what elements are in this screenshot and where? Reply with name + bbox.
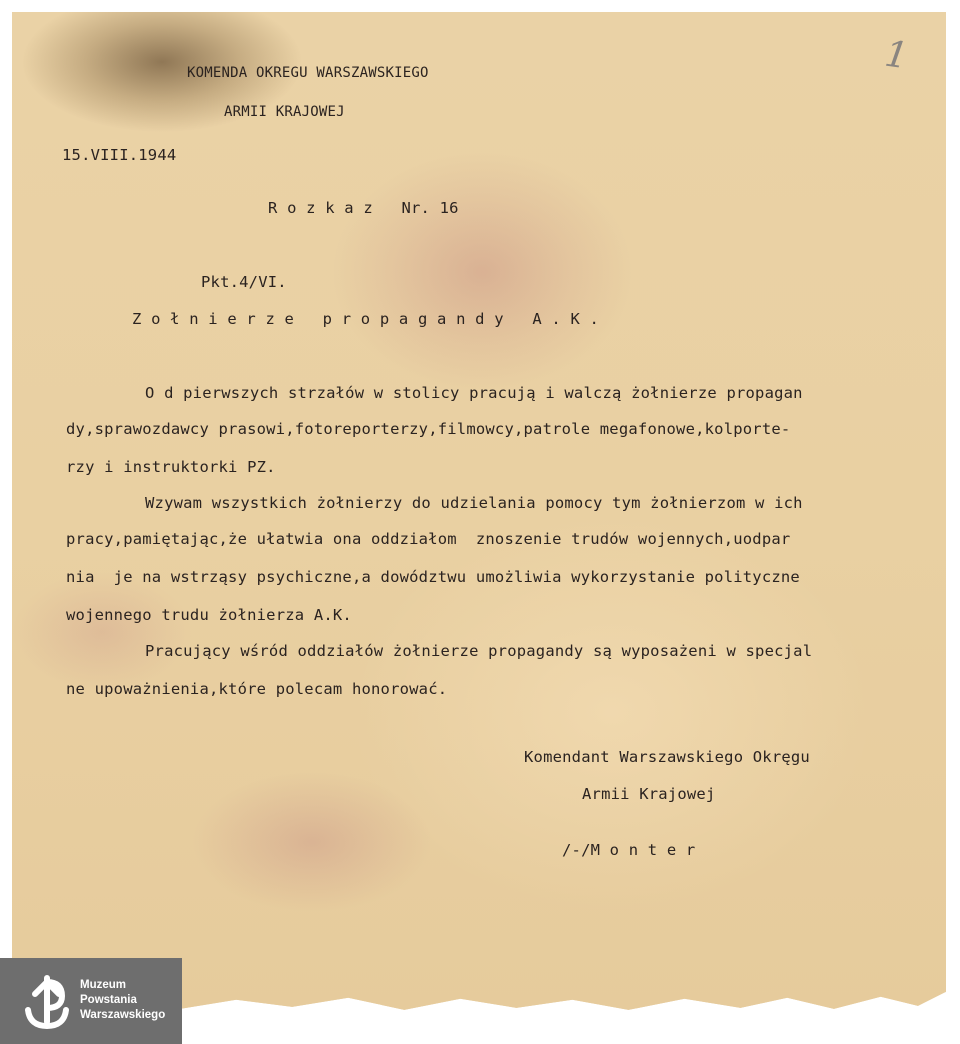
document-date: 15.VIII.1944 xyxy=(62,146,177,164)
order-subject: Z o ł n i e r z e p r o p a g a n d y A . K . xyxy=(132,310,600,328)
handwritten-page-number: 1 xyxy=(882,33,911,78)
body-line: rzy i instruktorki PZ. xyxy=(66,458,276,476)
anchor-logo-icon xyxy=(20,970,74,1032)
body-line: pracy,pamiętając,że ułatwia ona oddziałom znoszenie trudów wojennych,uodpar xyxy=(66,530,791,548)
signature-name: /-/M o n t e r xyxy=(562,841,696,859)
body-line: dy,sprawozdawcy prasowi,fotoreporterzy,filmowcy,patrole megafonowe,kolporte- xyxy=(66,420,791,438)
signature-title: Komendant Warszawskiego Okręgu xyxy=(524,748,810,766)
watermark-line: Powstania xyxy=(80,994,137,1006)
body-line: O d pierwszych strzałów w stolicy pracują i walczą żołnierze propagan xyxy=(145,384,803,402)
header-command-name: KOMENDA OKREGU WARSZAWSKIEGO xyxy=(187,65,429,81)
body-line: ne upoważnienia,które polecam honorować. xyxy=(66,680,448,698)
watermark-line: Muzeum xyxy=(80,979,126,991)
watermark-line: Warszawskiego xyxy=(80,1009,166,1021)
signature-army: Armii Krajowej xyxy=(582,785,716,803)
order-title: R o z k a z Nr. 16 xyxy=(268,199,459,217)
body-line: Pracujący wśród oddziałów żołnierze propagandy są wyposażeni w specjal xyxy=(145,642,813,660)
header-army-name: ARMII KRAJOWEJ xyxy=(224,104,345,120)
museum-watermark xyxy=(0,958,182,1044)
order-point: Pkt.4/VI. xyxy=(201,273,287,291)
body-line: wojennego trudu żołnierza A.K. xyxy=(66,606,352,624)
body-line: nia je na wstrząsy psychiczne,a dowództwu umożliwia wykorzystanie polityczne xyxy=(66,568,800,586)
body-line: Wzywam wszystkich żołnierzy do udzielania pomocy tym żołnierzom w ich xyxy=(145,494,803,512)
